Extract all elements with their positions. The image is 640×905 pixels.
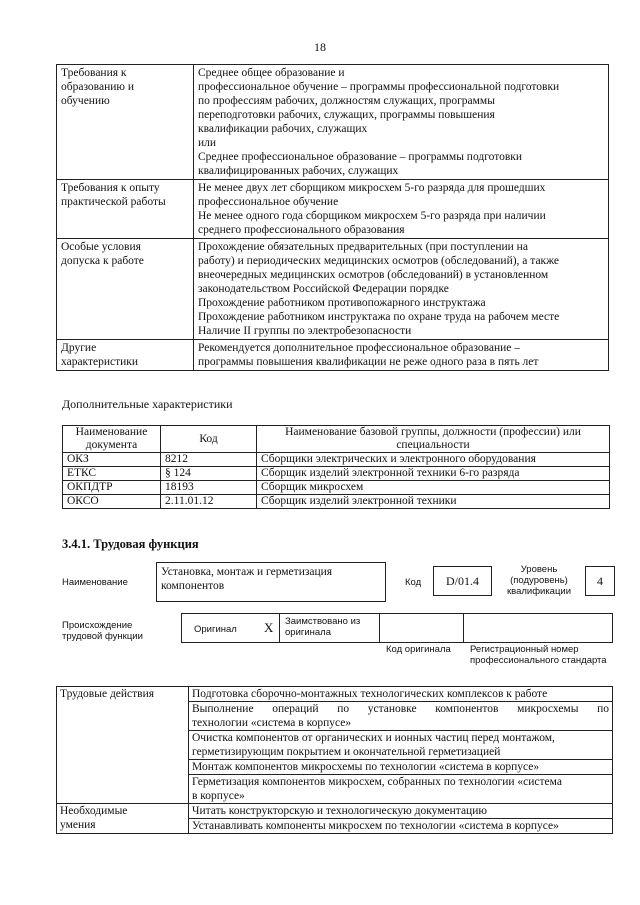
table-row <box>63 481 610 495</box>
label-line: практической работы <box>61 196 166 208</box>
content-line: профессиональное обучение <box>198 196 339 208</box>
level-value-box <box>585 566 615 596</box>
borrowed-line: Заимствовано из <box>285 616 361 627</box>
content-line: работу) и периодических медицинских осмотров (обследований), а также <box>198 255 560 267</box>
table-row <box>63 453 610 467</box>
cell-name: Сборщики электрических и электронного оборудования <box>257 453 610 467</box>
cell-code: 2.11.01.12 <box>161 495 257 509</box>
registration-line: Регистрационный номер <box>470 644 579 655</box>
item-line: Выполнение операций по установке компонентов микросхемы по <box>192 703 609 715</box>
borrowed-label <box>285 616 360 638</box>
requirements-table <box>56 64 609 371</box>
content-line: Среднее общее образование и <box>198 67 345 79</box>
cell-code: § 124 <box>161 467 257 481</box>
label-line: характеристики <box>61 356 139 368</box>
item-line: Читать конструкторскую и технологическую документацию <box>192 805 487 817</box>
content-line: квалификации рабочих, служащих <box>198 123 368 135</box>
content-line: или <box>198 137 217 149</box>
labor-actions-table <box>56 686 613 834</box>
action-item <box>189 760 613 775</box>
content-line: по профессиям рабочих, должностям служащих, программы <box>198 95 495 107</box>
name-label: Наименование <box>62 577 128 588</box>
row-content <box>194 340 609 371</box>
row-label <box>57 180 194 239</box>
origin-box <box>181 613 613 643</box>
label-line: Требования к <box>61 67 127 79</box>
row-content <box>194 239 609 340</box>
origin-line: трудовой функции <box>62 631 143 642</box>
cell-doc: ОКЗ <box>63 453 161 467</box>
header-text: Наименование базовой группы, должности (профессии) или <box>285 426 581 438</box>
header-document <box>63 426 161 453</box>
origin-divider <box>279 614 280 642</box>
cell-code: 18193 <box>161 481 257 495</box>
content-line: Не менее двух лет сборщиком микросхем 5-го разряда для прошедших <box>198 182 546 194</box>
table-row <box>63 467 610 481</box>
original-mark: X <box>264 620 274 635</box>
original-label: Оригинал <box>194 624 237 635</box>
origin-divider <box>379 614 380 642</box>
item-line: Подготовка сборочно-монтажных технологических комплексов к работе <box>192 688 548 700</box>
table-row <box>63 495 610 509</box>
action-item <box>189 702 613 731</box>
cell-doc: ОКПДТР <box>63 481 161 495</box>
page-number: 18 <box>314 40 326 54</box>
registration-line: профессионального стандарта <box>470 655 607 666</box>
additional-characteristics-title: Дополнительные характеристики <box>62 397 233 411</box>
level-line: Уровень <box>520 564 558 575</box>
skill-item <box>189 804 613 819</box>
item-line: Монтаж компонентов микросхемы по технологии «система в корпусе» <box>192 761 540 773</box>
label-line: образованию и <box>61 81 134 93</box>
content-line: профессиональное обучение – программы профессиональной подготовки <box>198 81 560 93</box>
action-item <box>189 687 613 702</box>
table-row <box>57 65 609 180</box>
table-header-row <box>63 426 610 453</box>
cell-name: Сборщик микросхем <box>257 481 610 495</box>
item-line: в корпусе» <box>192 790 245 802</box>
label-line: Другие <box>61 342 97 354</box>
code-value-box <box>433 566 492 596</box>
content-line: Прохождение работником инструктажа по охране труда на рабочем месте <box>198 311 560 323</box>
content-line: среднего профессионального образования <box>198 224 405 236</box>
content-line: законодательством Российской Федерации порядке <box>198 283 449 295</box>
skill-item <box>189 819 613 834</box>
content-line: внеочередных медицинских осмотров (обследований) в установленном <box>198 269 549 281</box>
row-label <box>57 340 194 371</box>
function-name-line: компонентов <box>161 580 225 592</box>
header-text: специальности <box>396 439 470 451</box>
item-line: герметизирующим покрытием и окончательной герметизацией <box>192 746 501 758</box>
label-line: Трудовые действия <box>60 688 155 700</box>
header-text: документа <box>85 439 138 451</box>
table-row <box>57 687 613 702</box>
label-line: Требования к опыту <box>61 182 160 194</box>
function-name-line: Установка, монтаж и герметизация <box>161 566 333 578</box>
row-label <box>57 65 194 180</box>
content-line: Среднее профессиональное образование – программы подготовки <box>198 151 523 163</box>
function-name-box <box>156 562 386 602</box>
item-line: технологии «система в корпусе» <box>192 717 352 729</box>
item-line: Устанавливать компоненты микросхем по технологии «система в корпусе» <box>192 820 559 832</box>
label-line: Необходимые <box>60 805 128 817</box>
level-value: 4 <box>597 574 603 588</box>
label-line: умения <box>60 819 96 831</box>
level-label <box>500 564 578 597</box>
label-line: допуска к работе <box>61 255 144 267</box>
table-row <box>57 340 609 371</box>
content-line: Прохождение обязательных предварительных (при поступлении на <box>198 241 528 253</box>
origin-label <box>62 620 143 642</box>
content-line: Рекомендуется дополнительное профессиональное образование – <box>198 342 521 354</box>
code-value: D/01.4 <box>446 574 479 588</box>
row-content <box>194 65 609 180</box>
registration-caption <box>470 644 607 666</box>
row-content <box>194 180 609 239</box>
level-line: (подуровень) <box>510 575 568 586</box>
content-line: Наличие II группы по электробезопасности <box>198 325 412 337</box>
additional-characteristics-table <box>62 425 610 509</box>
action-item <box>189 731 613 760</box>
row-label <box>57 687 189 804</box>
origin-line: Происхождение <box>62 620 133 631</box>
header-name <box>257 426 610 453</box>
content-line: программы повышения квалификации не реже одного раза в пять лет <box>198 356 539 368</box>
borrowed-line: оригинала <box>285 627 332 638</box>
origin-divider <box>463 614 464 642</box>
original-code-caption: Код оригинала <box>386 644 451 655</box>
row-label <box>57 804 189 834</box>
label-line: обучению <box>61 95 110 107</box>
item-line: Очистка компонентов от органических и ионных частиц перед монтажом, <box>192 732 555 744</box>
header-text: Наименование <box>75 426 148 438</box>
cell-doc: ЕТКС <box>63 467 161 481</box>
table-row <box>57 804 613 819</box>
cell-code: 8212 <box>161 453 257 467</box>
content-line: Не менее одного года сборщиком микросхем 5-го разряда при наличии <box>198 210 546 222</box>
item-line: Герметизация компонентов микросхем, собранных по технологии «система <box>192 776 562 788</box>
section-title: 3.4.1. Трудовая функция <box>62 537 199 551</box>
code-label: Код <box>405 577 422 588</box>
cell-doc: ОКСО <box>63 495 161 509</box>
row-label <box>57 239 194 340</box>
action-item <box>189 775 613 804</box>
label-line: Особые условия <box>61 241 141 253</box>
cell-name: Сборщик изделий электронной техники <box>257 495 610 509</box>
header-text: Код <box>199 432 218 445</box>
content-line: Прохождение работником противопожарного инструктажа <box>198 297 486 309</box>
content-line: переподготовки рабочих, служащих, программы повышения <box>198 109 495 121</box>
cell-name: Сборщик изделий электронной техники 6-го разряда <box>257 467 610 481</box>
level-line: квалификации <box>506 586 572 597</box>
header-code <box>161 426 257 453</box>
table-row <box>57 239 609 340</box>
content-line: квалифицированных рабочих, служащих <box>198 165 399 177</box>
table-row <box>57 180 609 239</box>
